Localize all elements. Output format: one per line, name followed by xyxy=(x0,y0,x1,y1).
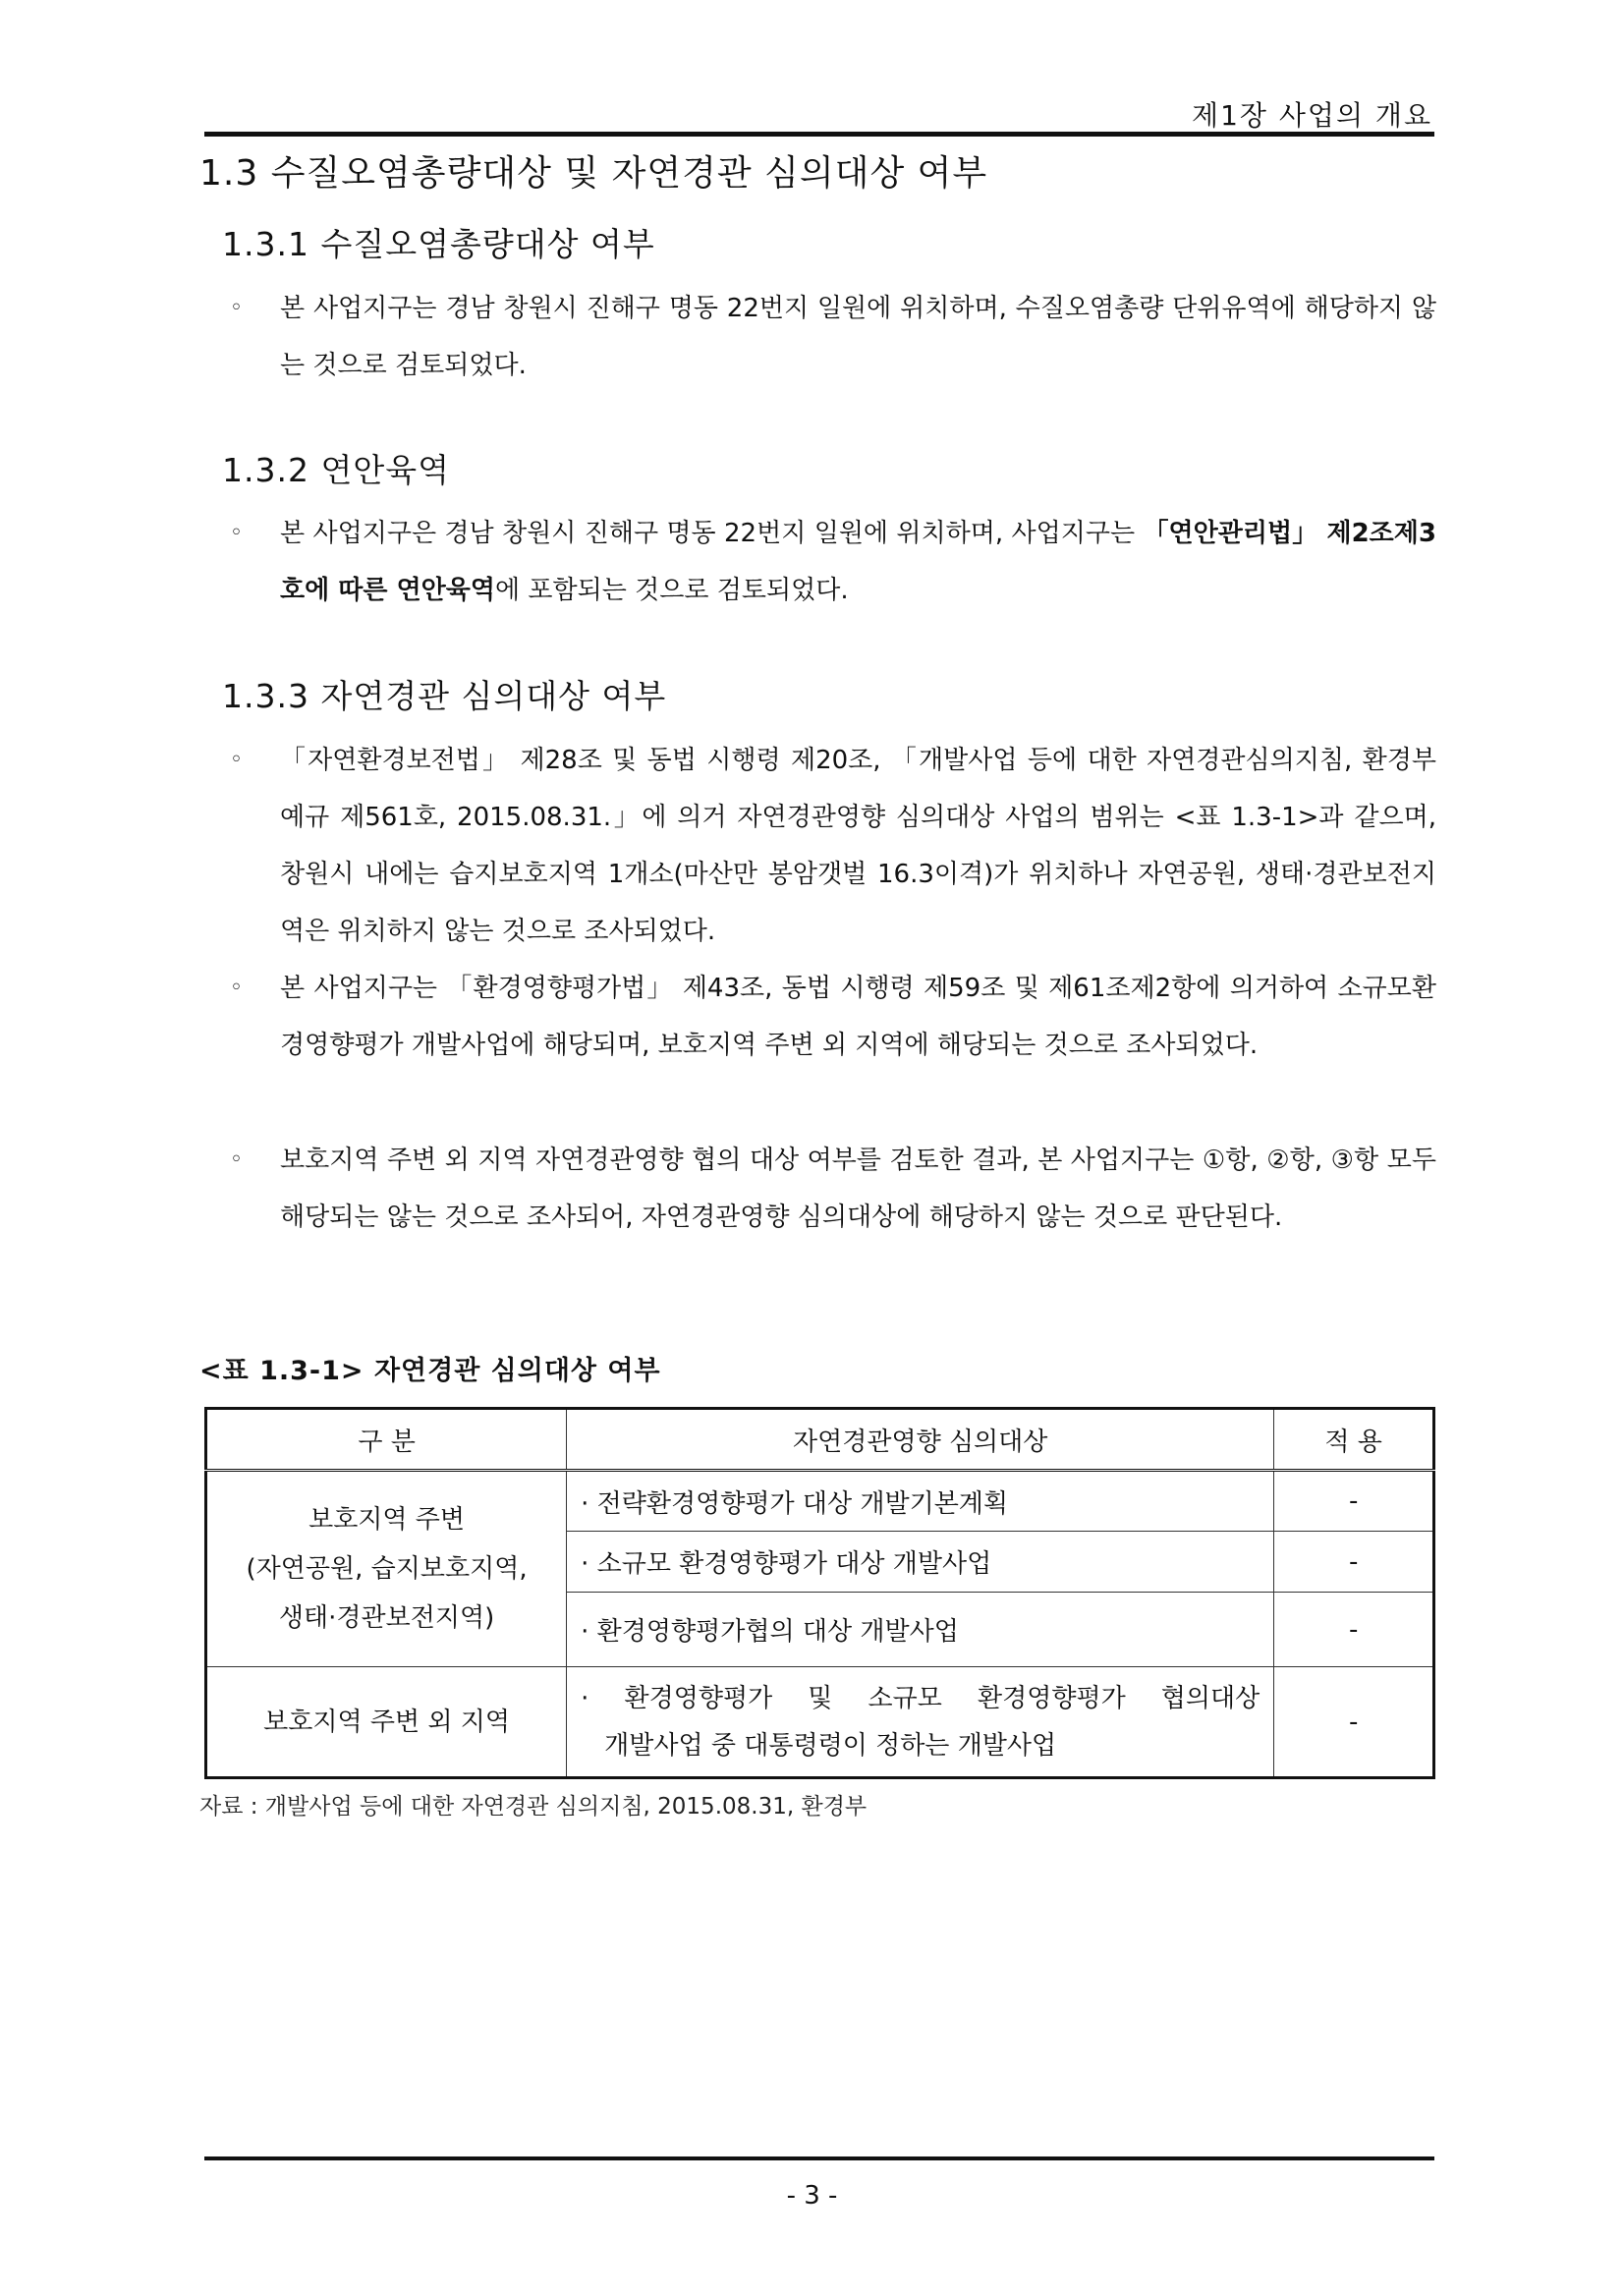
paragraph-text-a: 본 사업지구은 경남 창원시 진해구 명동 22번지 일원에 위치하며, 사업지구는 xyxy=(280,519,1144,548)
paragraph-text xyxy=(280,505,1436,619)
bullet-marker: ◦ xyxy=(230,521,243,545)
category-line: (자연공원, 습지보호지역, xyxy=(246,1554,528,1584)
footer-rule xyxy=(204,2156,1434,2160)
paragraph-text: 본 사업지구는 「환경영향평가법」 제43조, 동법 시행령 제59조 및 제61조제2항에 의거하여 소규모환경영향평가 개발사업에 해당되며, 보호지역 주변 외 지역에 해당되는 것으로 조사되었다. xyxy=(280,974,1436,1060)
target-cell: · 전략환경영향평가 대상 개발기본계획 xyxy=(567,1471,1274,1532)
paragraph-1-3-2 xyxy=(230,505,1436,619)
target-cell-multiline xyxy=(567,1667,1274,1778)
paragraph-1-3-3-c xyxy=(230,1132,1436,1246)
target-cell: · 소규모 환경영향평가 대상 개발사업 xyxy=(567,1532,1274,1593)
bullet-marker: ◦ xyxy=(230,296,243,320)
paragraph-text: 보호지역 주변 외 지역 자연경관영향 협의 대상 여부를 검토한 결과, 본 사업지구는 ①항, ②항, ③항 모두 해당되는 않는 것으로 조사되어, 자연경관영향 심의대상에 해당하지 않는 것으로 판단된다. xyxy=(280,1146,1436,1232)
category-cell-protected xyxy=(206,1471,567,1667)
chapter-header: 제1장 사업의 개요 xyxy=(1192,99,1432,132)
section-title: 1.3 수질오염총량대상 및 자연경관 심의대상 여부 xyxy=(199,153,988,194)
paragraph-1-3-3-b xyxy=(230,960,1436,1074)
apply-cell: - xyxy=(1274,1532,1434,1593)
bullet-marker: ◦ xyxy=(230,976,243,1000)
subsection-title-1-3-1: 1.3.1 수질오염총량대상 여부 xyxy=(222,225,655,263)
source-note: 자료 : 개발사업 등에 대한 자연경관 심의지침, 2015.08.31, 환경부 xyxy=(199,1794,868,1820)
header-category: 구 분 xyxy=(206,1409,567,1471)
subsection-title-1-3-3: 1.3.3 자연경관 심의대상 여부 xyxy=(222,677,667,715)
page-number: - 3 - xyxy=(786,2181,838,2211)
category-line: 생태·경관보전지역) xyxy=(278,1603,495,1633)
table-row xyxy=(206,1667,1434,1778)
review-table xyxy=(204,1407,1435,1779)
law-reference: 「연안관리법」 제2조제3호에 따른 연안육역 xyxy=(280,519,1436,605)
subsection-title-1-3-2: 1.3.2 연안육역 xyxy=(222,451,450,489)
apply-cell: - xyxy=(1274,1471,1434,1532)
header-rule xyxy=(204,132,1434,137)
bullet-marker: ◦ xyxy=(230,1148,243,1172)
category-line: 보호지역 주변 xyxy=(308,1505,466,1535)
apply-cell: - xyxy=(1274,1593,1434,1667)
category-cell-other: 보호지역 주변 외 지역 xyxy=(206,1667,567,1778)
target-line: 개발사업 중 대통령령이 정하는 개발사업 xyxy=(604,1730,1057,1761)
header-apply: 적 용 xyxy=(1274,1409,1434,1471)
paragraph-1-3-1 xyxy=(230,280,1436,394)
paragraph-text: 본 사업지구는 경남 창원시 진해구 명동 22번지 일원에 위치하며, 수질오염총량 단위유역에 해당하지 않는 것으로 검토되었다. xyxy=(280,294,1436,380)
paragraph-text-c: 에 포함되는 것으로 검토되었다. xyxy=(495,576,849,605)
paragraph-1-3-3-a xyxy=(230,732,1436,960)
target-line: · 환경영향평가 및 소규모 환경영향평가 협의대상 xyxy=(581,1683,1260,1713)
header-target: 자연경관영향 심의대상 xyxy=(567,1409,1274,1471)
bullet-marker: ◦ xyxy=(230,748,243,772)
target-cell: · 환경영향평가협의 대상 개발사업 xyxy=(567,1593,1274,1667)
table-row xyxy=(206,1471,1434,1532)
apply-cell: - xyxy=(1274,1667,1434,1778)
table-caption: <표 1.3-1> 자연경관 심의대상 여부 xyxy=(199,1356,661,1386)
paragraph-text: 「자연환경보전법」 제28조 및 동법 시행령 제20조, 「개발사업 등에 대한 자연경관심의지침, 환경부 예규 제561호, 2015.08.31.」에 의거 자연경관영향 심의대상 사업의 범위는 <표 1.3-1>과 같으며, 창원시 내에는 습지보호지역 1개소(마산만 봉암갯벌 16.3이격)가 위치하나 자연공원, 생태·경관보전지역은 위치하지 않는 것으로 조사되었다. xyxy=(280,746,1436,946)
table-header-row xyxy=(206,1409,1434,1471)
